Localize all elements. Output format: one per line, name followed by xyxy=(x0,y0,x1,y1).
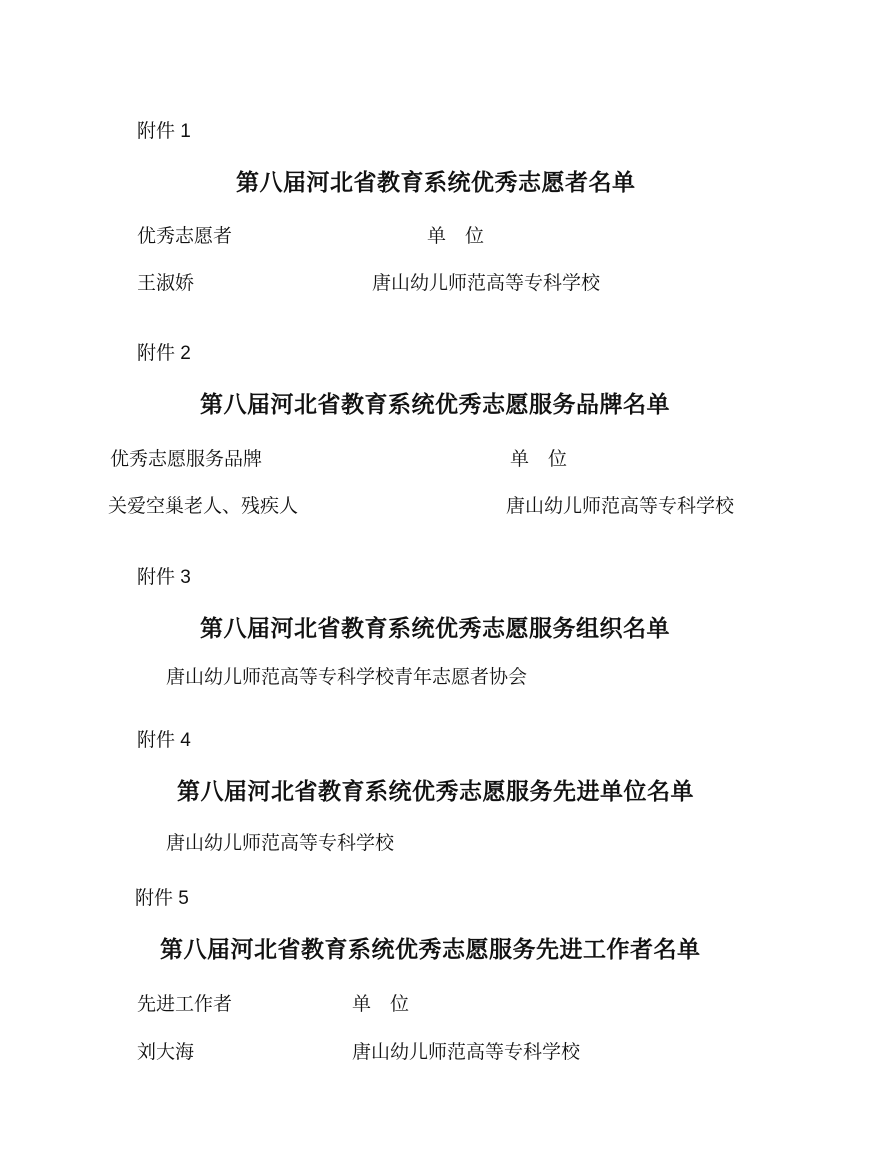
attachment-1-header-unit: 单 位 xyxy=(427,225,485,247)
attachment-4-title: 第八届河北省教育系统优秀志愿服务先进单位名单 xyxy=(177,778,694,805)
attachment-2-unit: 唐山幼儿师范高等专科学校 xyxy=(506,495,735,517)
attachment-1-label: 附件 1 xyxy=(137,121,191,142)
attachment-1-header-person: 优秀志愿者 xyxy=(137,225,233,247)
attachment-5-header-worker: 先进工作者 xyxy=(137,993,233,1015)
attachment-5-worker: 刘大海 xyxy=(137,1041,195,1063)
attachment-1-title: 第八届河北省教育系统优秀志愿者名单 xyxy=(236,169,636,196)
attachment-5-header-unit: 单 位 xyxy=(352,993,410,1015)
attachment-4-unit: 唐山幼儿师范高等专科学校 xyxy=(166,832,395,854)
attachment-2-title: 第八届河北省教育系统优秀志愿服务品牌名单 xyxy=(200,391,670,418)
attachment-5-title: 第八届河北省教育系统优秀志愿服务先进工作者名单 xyxy=(160,936,701,963)
attachment-2-header-unit: 单 位 xyxy=(510,448,568,470)
attachment-4-label: 附件 4 xyxy=(137,730,191,751)
attachment-3-title: 第八届河北省教育系统优秀志愿服务组织名单 xyxy=(200,615,670,642)
attachment-3-organization: 唐山幼儿师范高等专科学校青年志愿者协会 xyxy=(166,666,528,688)
attachment-5-label: 附件 5 xyxy=(135,888,189,909)
attachment-1-person: 王淑娇 xyxy=(137,272,195,294)
attachment-3-label: 附件 3 xyxy=(137,567,191,588)
attachment-2-header-brand: 优秀志愿服务品牌 xyxy=(110,448,263,470)
attachment-1-unit: 唐山幼儿师范高等专科学校 xyxy=(372,272,601,294)
attachment-2-label: 附件 2 xyxy=(137,343,191,364)
attachment-2-brand: 关爱空巢老人、残疾人 xyxy=(108,495,299,517)
attachment-5-unit: 唐山幼儿师范高等专科学校 xyxy=(352,1041,581,1063)
